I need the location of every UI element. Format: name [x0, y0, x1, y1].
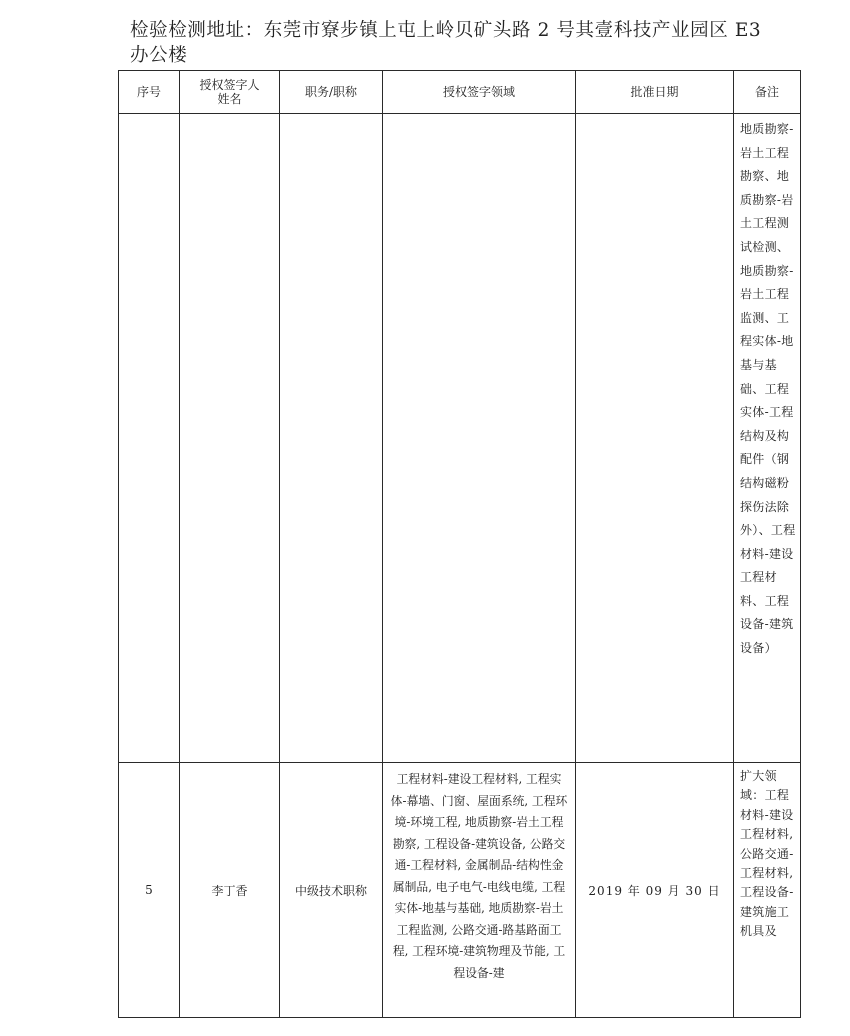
column-header-name [180, 71, 280, 114]
cell-domain [383, 763, 576, 1018]
domain-text: 工程材料-建设工程材料, 工程实体-幕墙、门窗、屋面系统, 工程环境-环境工程, 地质勘察-岩土工程勘察, 工程设备-建筑设备, 公路交通-工程材料, 金属制品-结构性金属制品, 电子电气-电线电缆, 工程实体-地基与基础, 地质勘察-岩土工程监测, 公路交通-路基路面工程, 工程环境-建筑物理及节能, 工程设备-建 [390, 772, 568, 980]
column-header-no: 序号 [119, 71, 180, 114]
column-header-remark: 备注 [734, 71, 801, 114]
column-header-domain: 授权签字领域 [383, 71, 576, 114]
remark-text: 扩大领域：工程材料-建设工程材料, 公路交通-工程材料, 工程设备-建筑施工机具及 [740, 769, 798, 939]
column-header-title: 职务/职称 [280, 71, 383, 114]
table-row [119, 763, 801, 1018]
column-header-name-text: 授权签字人姓名 [199, 78, 260, 106]
cell-name-empty [180, 114, 280, 763]
signatory-table [118, 70, 801, 1018]
cell-remark-continued [734, 114, 801, 763]
cell-date-empty [576, 114, 734, 763]
approval-date: 2019 年 09 月 30 日 [588, 883, 721, 898]
signatory-table-frame [118, 70, 800, 1002]
address-line-1: 检验检测地址：东莞市寮步镇上屯上岭贝矿头路 2 号其壹科技产业园区 E3 [130, 20, 762, 41]
table-header-row [119, 71, 801, 114]
address-line-2: 办公楼 [130, 45, 188, 66]
cell-no-empty [119, 114, 180, 763]
cell-date [576, 763, 734, 1018]
cell-title-empty [280, 114, 383, 763]
cell-name: 李丁香 [180, 763, 280, 1018]
cell-domain-empty [383, 114, 576, 763]
column-header-date: 批准日期 [576, 71, 734, 114]
cell-title: 中级技术职称 [280, 763, 383, 1018]
remark-continued-text: 地质勘察-岩土工程勘察、地质勘察-岩土工程测试检测、地质勘察-岩土工程监测、工程实体-地基与基础、工程实体-工程结构及构配件（钢结构磁粉探伤法除外）、工程材料-建设工程材料、工程设备-建筑设备） [740, 122, 796, 656]
cell-remark [734, 763, 801, 1018]
cell-no: 5 [119, 763, 180, 1018]
table-row-continued [119, 114, 801, 763]
